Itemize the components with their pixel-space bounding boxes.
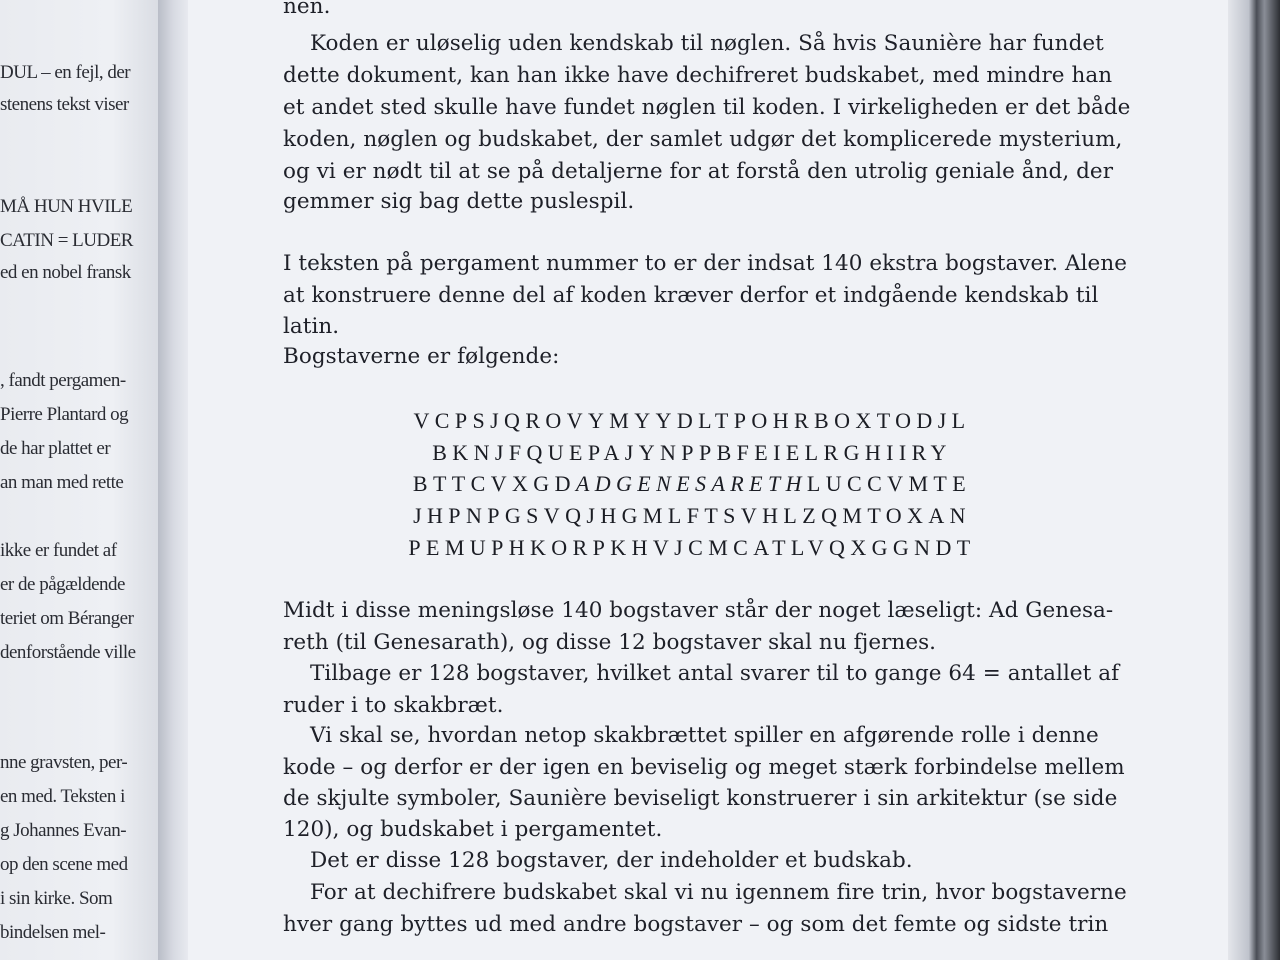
text-line: dette dokument, kan han ikke have dechifreret budskabet, med mindre han (283, 63, 1113, 88)
left-line: Pierre Plantard og (0, 404, 129, 425)
left-line: MÅ HUN HVILE (0, 196, 133, 217)
left-page (0, 0, 160, 960)
cipher-segment: LUCCVMTE (806, 471, 972, 496)
text-line: gemmer sig bag dette puslespil. (283, 189, 635, 214)
text-line: 120), og budskabet i pergamentet. (283, 817, 663, 842)
book-gutter (158, 0, 192, 960)
text-line: de skjulte symboler, Saunière beviseligt konstruerer i sin arkitektur (se side (283, 786, 1118, 811)
text-line: reth (til Genesarath), og disse 12 bogstaver skal nu fjernes. (283, 630, 937, 655)
text-line: Midt i disse meningsløse 140 bogstaver står der noget læseligt: Ad Genesa- (283, 598, 1114, 623)
cipher-line: PEMUPHKORPKHVJCMCATLVQXGGNDT (408, 535, 976, 560)
left-line: an man med rette (0, 472, 124, 493)
text-line: Bogstaverne er følgende: (283, 344, 560, 369)
left-line: bindelsen mel- (0, 922, 106, 943)
text-line: et andet sted skulle have fundet nøglen til koden. I virkeligheden er det både (283, 95, 1131, 120)
text-line: og vi er nødt til at se på detaljerne for at forstå den utrolig geniale ånd, der (283, 159, 1114, 184)
text-line: For at dechifrere budskabet skal vi nu igennem fire trin, hvor bogstaverne (310, 880, 1127, 905)
book-edge (1228, 0, 1280, 960)
left-line: , fandt pergamen- (0, 370, 126, 391)
text-line: Det er disse 128 bogstaver, der indeholder et budskab. (310, 848, 913, 873)
left-line: denforstående ville (0, 642, 136, 663)
cipher-highlight: ADGENESARETH (575, 471, 807, 496)
left-line: nne gravsten, per- (0, 752, 128, 773)
left-line: ed en nobel fransk (0, 262, 131, 283)
text-line: ruder i to skakbræt. (283, 693, 504, 718)
cipher-line: BKNJFQUEPAJYNPPBFEIELRGHIIRY (432, 440, 952, 465)
text-line: I teksten på pergament nummer to er der indsat 140 ekstra bogstaver. Alene (283, 251, 1127, 276)
left-line: stenens tekst viser (0, 94, 129, 115)
left-line: DUL – en fejl, der (0, 62, 131, 83)
left-line: g Johannes Evan- (0, 820, 127, 841)
left-line: er de pågældende (0, 574, 125, 595)
text-line: kode – og derfor er der igen en beviselig og meget stærk forbindelse mellem (283, 755, 1125, 780)
left-line: i sin kirke. Som (0, 888, 113, 909)
cipher-line (372, 471, 1012, 497)
text-line: koden, nøglen og budskabet, der samlet udgør det komplicerede mysterium, (283, 127, 1123, 152)
text-line: Vi skal se, hvordan netop skakbrættet spiller en afgørende rolle i denne (310, 723, 1099, 748)
cipher-line: JHPNPGSVQJHGMLFTSVHLZQMTOXAN (413, 503, 971, 528)
text-line: latin. (283, 314, 340, 339)
left-line: ikke er fundet af (0, 540, 117, 561)
text-line: Tilbage er 128 bogstaver, hvilket antal svarer til to gange 64 = antallet af (310, 661, 1120, 686)
cipher-line: VCPSJQROVYMYYDLTPOHRBOXTODJL (413, 408, 971, 433)
left-line: op den scene med (0, 854, 128, 875)
left-line: de har plattet er (0, 438, 111, 459)
text-line: Koden er uløselig uden kendskab til nøglen. Så hvis Saunière har fundet (310, 31, 1104, 56)
text-line: hver gang byttes ud med andre bogstaver – og som det femte og sidste trin (283, 912, 1109, 937)
left-line: en med. Teksten i (0, 786, 125, 807)
text-line: at konstruere denne del af koden kræver derfor et indgående kendskab til (283, 283, 1099, 308)
text-line: nen. (283, 0, 331, 19)
cipher-segment: BTTCVXGD (412, 471, 576, 496)
left-line: teriet om Béranger (0, 608, 134, 629)
left-line: CATIN = LUDER (0, 230, 133, 251)
